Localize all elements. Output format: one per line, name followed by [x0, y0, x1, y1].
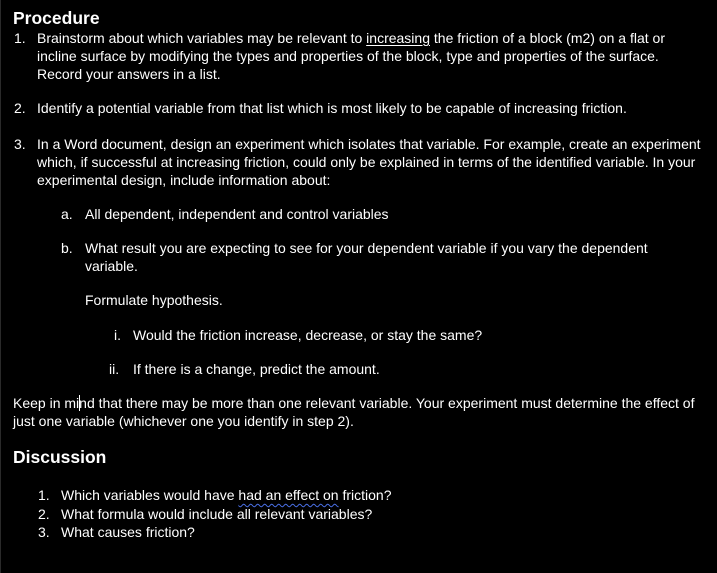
discussion-q1-text-before: Which variables would have: [61, 487, 239, 503]
subitem-a-text: All dependent, independent and control variables: [85, 206, 389, 222]
step-1-text-before: Brainstorm about which variables may be relevant to: [37, 30, 367, 46]
step-2-marker: 2.: [14, 100, 26, 116]
subitem-b-text: What result you are expecting to see for your dependent variable if you vary the dependent variable.: [85, 240, 648, 274]
discussion-heading: Discussion: [13, 447, 107, 467]
subitem-b-marker: b.: [61, 240, 73, 256]
subitem-a-marker: a.: [61, 206, 73, 222]
roman-ii-marker: ii.: [109, 361, 120, 377]
note-text-after-caret: nd that there may be more than one relevant variable. Your experiment must determine the effect of just one variable (whichever one you identify in step 2).: [13, 395, 695, 429]
roman-i-marker: i.: [114, 327, 121, 343]
step-1-marker: 1.: [14, 30, 26, 46]
grammar-flagged-phrase[interactable]: had an effect on: [238, 487, 339, 503]
step-3-marker: 3.: [14, 136, 26, 152]
discussion-q3-text: What causes friction?: [61, 524, 195, 540]
step-1-text-after: the friction of a block (m2) on a flat or incline surface by modifying the types and properties of the block, type and properties of the surface. Record your answers in a list.: [37, 30, 665, 82]
step-2-text: Identify a potential variable from that list which is most likely to be capable of increasing friction.: [37, 100, 627, 116]
keep-in-mind-note[interactable]: [13, 394, 705, 430]
discussion-q3-marker: 3.: [38, 524, 50, 540]
step-1-underlined-word: increasing: [366, 30, 430, 46]
step-3-text: In a Word document, design an experiment which isolates that variable. For example, create an experiment which, if successful at increasing friction, could only be explained in terms of the identified variable. In your experimental design, include information about:: [37, 136, 701, 188]
roman-i-text: Would the friction increase, decrease, or stay the same?: [133, 327, 483, 343]
discussion-q1-text-after: friction?: [338, 487, 392, 503]
discussion-q2-marker: 2.: [38, 506, 50, 522]
step-1-text: [37, 29, 697, 83]
discussion-q1-text: [61, 486, 701, 504]
procedure-heading: Procedure: [13, 8, 100, 28]
hypothesis-line: Formulate hypothesis.: [85, 292, 223, 308]
discussion-q2-text: What formula would include all relevant variables?: [61, 506, 373, 522]
note-text-before-caret: Keep in mi: [13, 395, 80, 411]
discussion-q1-marker: 1.: [38, 487, 50, 503]
roman-ii-text: If there is a change, predict the amount.: [133, 361, 380, 377]
